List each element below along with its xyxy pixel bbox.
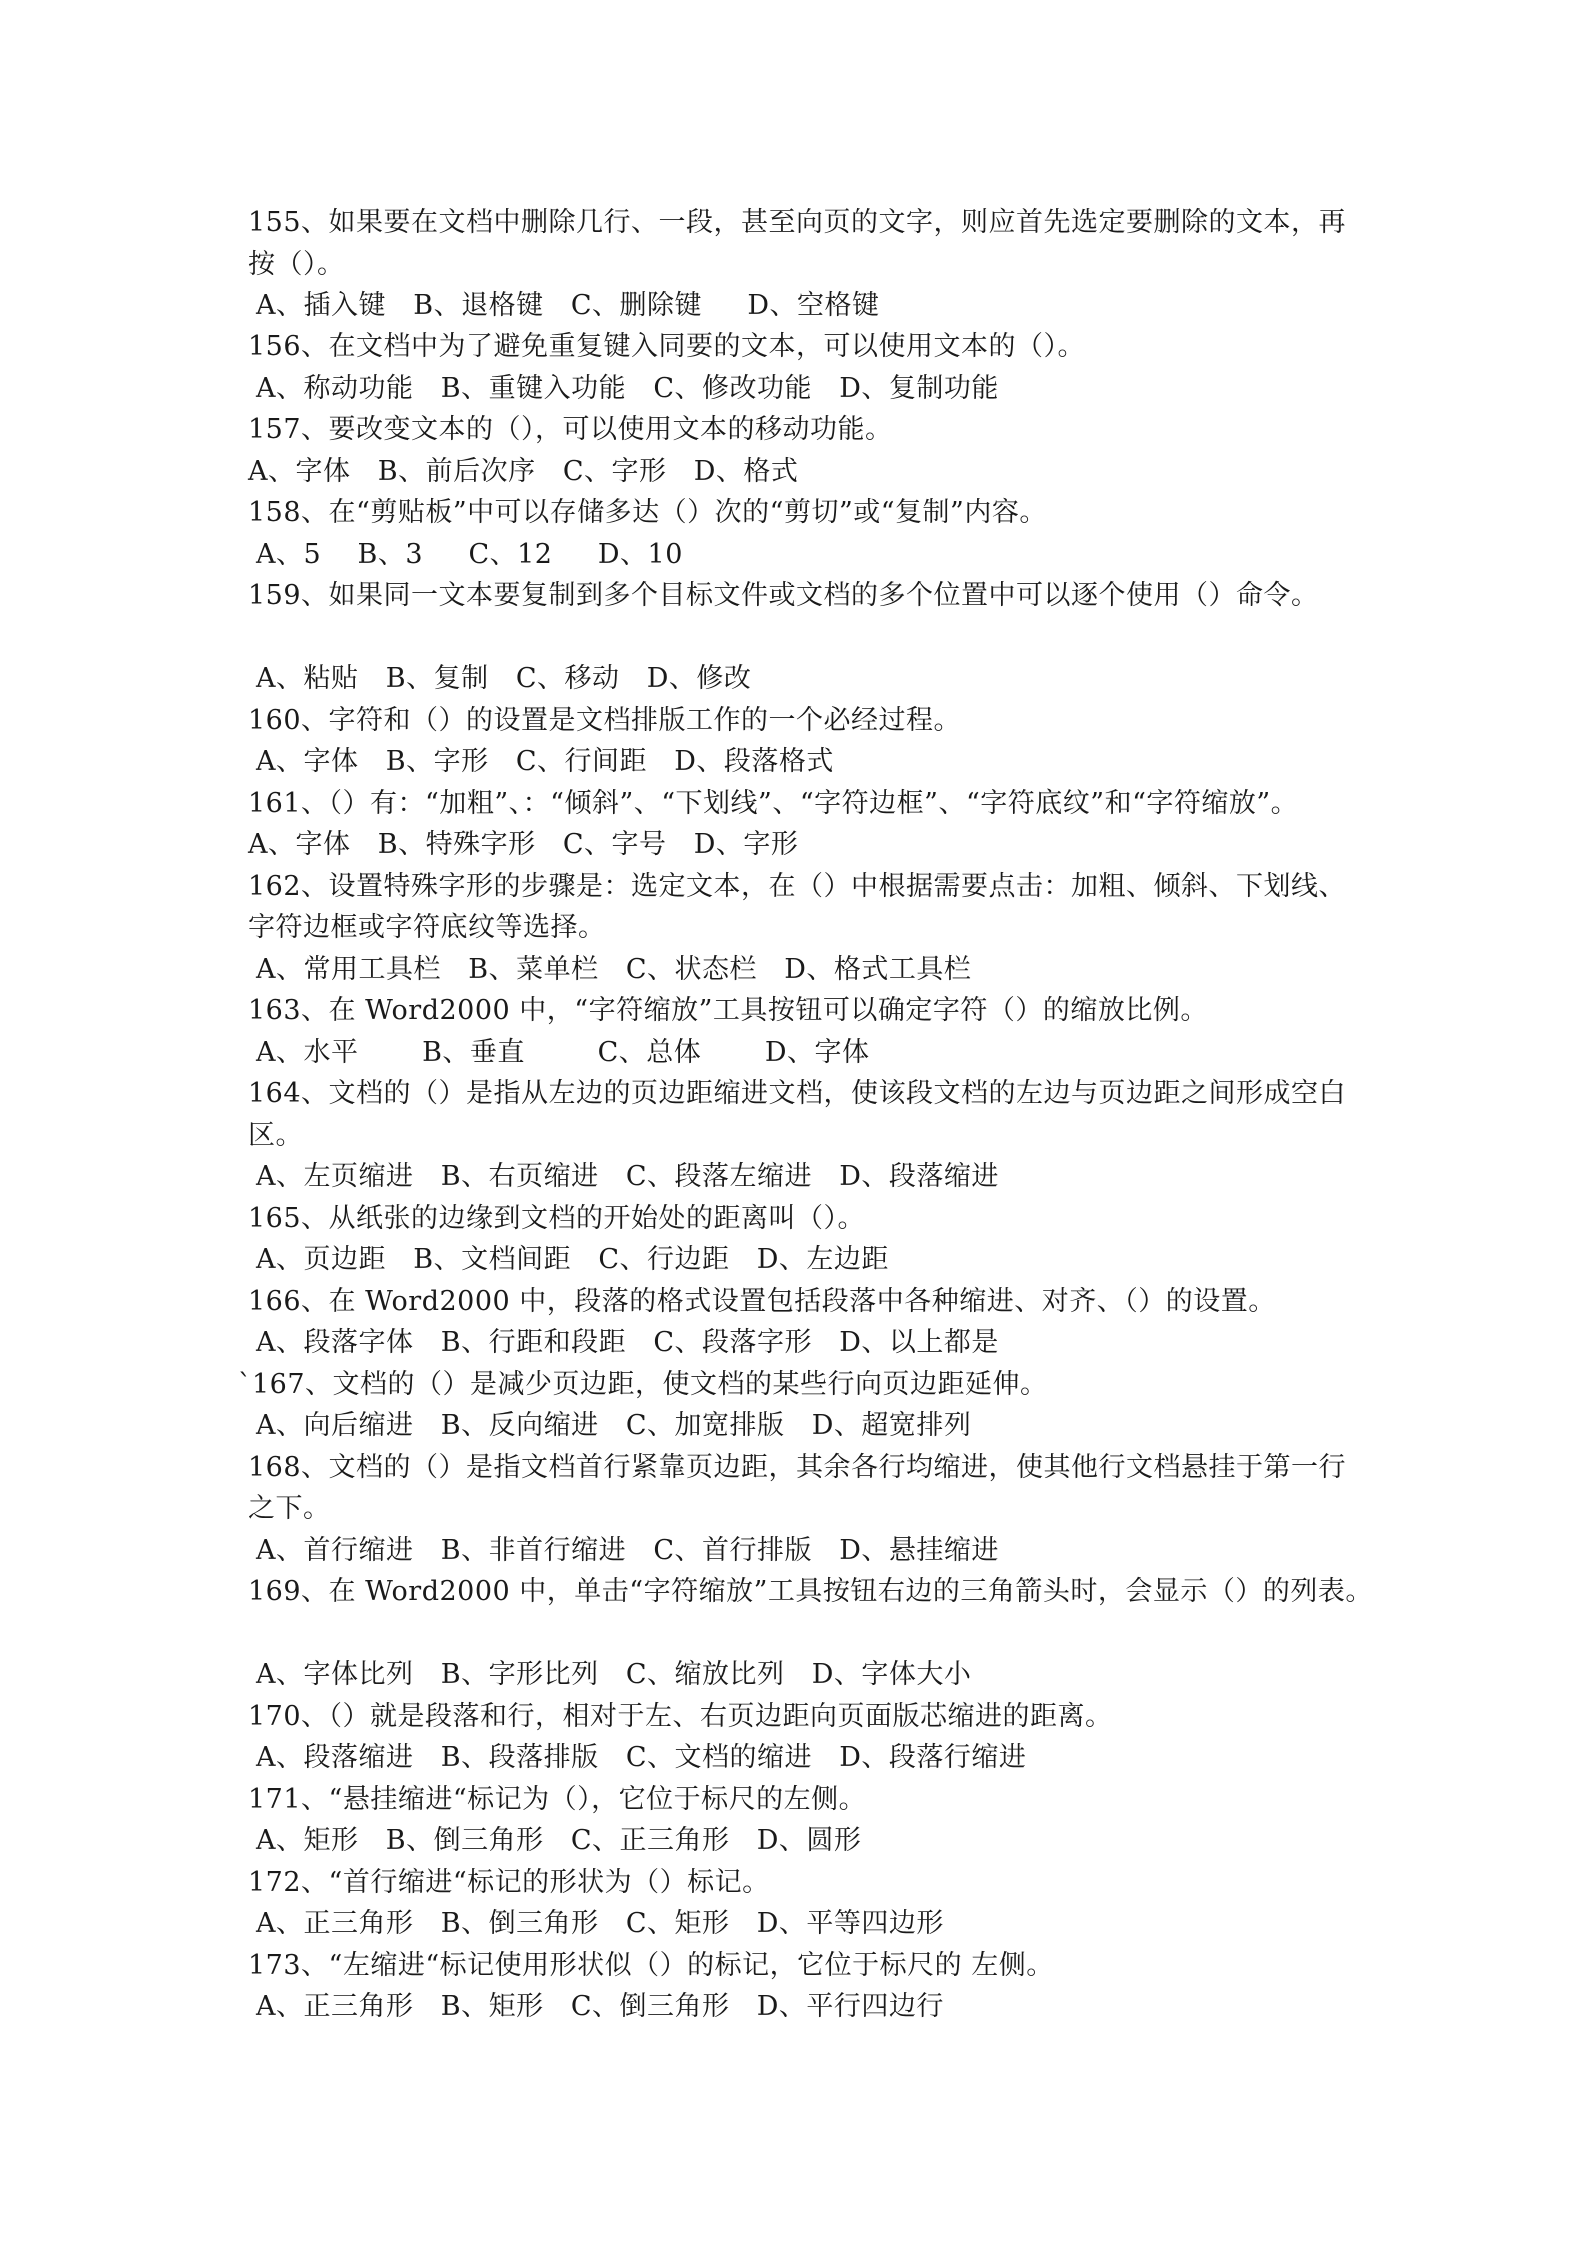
options-155: A、插入键 B、退格键 C、删除键 D、空格键 [256,290,880,321]
options-165: A、页边距 B、文档间距 C、行边距 D、左边距 [256,1244,889,1275]
options-168: A、首行缩进 B、非首行缩进 C、首行排版 D、悬挂缩进 [256,1535,999,1566]
question-155-line1: 155、如果要在文档中删除几行、一段，甚至向页的文字，则应首先选定要删除的文本，再 [248,207,1347,238]
question-173: 173、“左缩进“标记使用形状似（）的标记，它位于标尺的 左侧。 [248,1950,1054,1981]
question-166: 166、在 Word2000 中，段落的格式设置包括段落中各种缩进、对齐、（）的设置。 [248,1286,1276,1317]
options-158: A、5 B、3 C、12 D、10 [256,539,683,570]
question-168-line1: 168、文档的（）是指文档首行紧靠页边距，其余各行均缩进，使其他行文档悬挂于第一行 [248,1452,1347,1483]
question-162-line2: 字符边框或字符底纹等选择。 [248,912,606,943]
question-170: 170、（）就是段落和行，相对于左、右页边距向页面版芯缩进的距离。 [248,1701,1113,1732]
options-164: A、左页缩进 B、右页缩进 C、段落左缩进 D、段落缩进 [256,1161,999,1192]
question-164-line2: 区。 [248,1120,303,1151]
question-172: 172、“首行缩进“标记的形状为（）标记。 [248,1867,770,1898]
question-171: 171、“悬挂缩进“标记为（），它位于标尺的左侧。 [248,1784,867,1815]
options-166: A、段落字体 B、行距和段距 C、段落字形 D、以上都是 [256,1327,999,1358]
question-159: 159、如果同一文本要复制到多个目标文件或文档的多个位置中可以逐个使用（）命令。 [248,580,1319,611]
question-165: 165、从纸张的边缘到文档的开始处的距离叫（）。 [248,1203,866,1234]
question-169: 169、在 Word2000 中，单击“字符缩放”工具按钮右边的三角箭头时，会显示（）的列表。 [248,1576,1373,1607]
options-171: A、矩形 B、倒三角形 C、正三角形 D、圆形 [256,1825,862,1856]
question-168-line2: 之下。 [248,1493,331,1524]
question-158: 158、在“剪贴板”中可以存储多达（）次的“剪切”或“复制”内容。 [248,497,1047,528]
options-169: A、字体比列 B、字形比列 C、缩放比列 D、字体大小 [256,1659,972,1690]
options-159: A、粘贴 B、复制 C、移动 D、修改 [256,663,752,694]
options-162: A、常用工具栏 B、菜单栏 C、状态栏 D、格式工具栏 [256,954,972,985]
question-167: `167、文档的（）是减少页边距，使文档的某些行向页边距延伸。 [238,1369,1048,1400]
question-156: 156、在文档中为了避免重复键入同要的文本，可以使用文本的（）。 [248,331,1086,362]
question-164-line1: 164、文档的（）是指从左边的页边距缩进文档，使该段文档的左边与页边距之间形成空白 [248,1078,1347,1109]
question-163: 163、在 Word2000 中，“字符缩放”工具按钮可以确定字符（）的缩放比例。 [248,995,1208,1026]
question-160: 160、字符和（）的设置是文档排版工作的一个必经过程。 [248,705,962,736]
question-155-line2: 按（）。 [248,249,345,280]
options-161: A、字体 B、特殊字形 C、字号 D、字形 [248,829,799,860]
options-156: A、称动功能 B、重键入功能 C、修改功能 D、复制功能 [256,373,999,404]
options-163: A、水平 B、垂直 C、总体 D、字体 [256,1037,870,1068]
question-162-line1: 162、设置特殊字形的步骤是：选定文本，在（）中根据需要点击：加粗、倾斜、下划线、 [248,871,1347,902]
options-172: A、正三角形 B、倒三角形 C、矩形 D、平等四边形 [256,1908,944,1939]
options-157: A、字体 B、前后次序 C、字形 D、格式 [248,456,799,487]
options-170: A、段落缩进 B、段落排版 C、文档的缩进 D、段落行缩进 [256,1742,1027,1773]
question-157: 157、要改变文本的（），可以使用文本的移动功能。 [248,414,893,445]
options-173: A、正三角形 B、矩形 C、倒三角形 D、平行四边行 [256,1991,944,2022]
options-160: A、字体 B、字形 C、行间距 D、段落格式 [256,746,834,777]
options-167: A、向后缩进 B、反向缩进 C、加宽排版 D、超宽排列 [256,1410,972,1441]
question-161: 161、（）有：“加粗”、：“倾斜”、“下划线”、“字符边框”、“字符底纹”和“字符缩放”。 [248,788,1299,819]
